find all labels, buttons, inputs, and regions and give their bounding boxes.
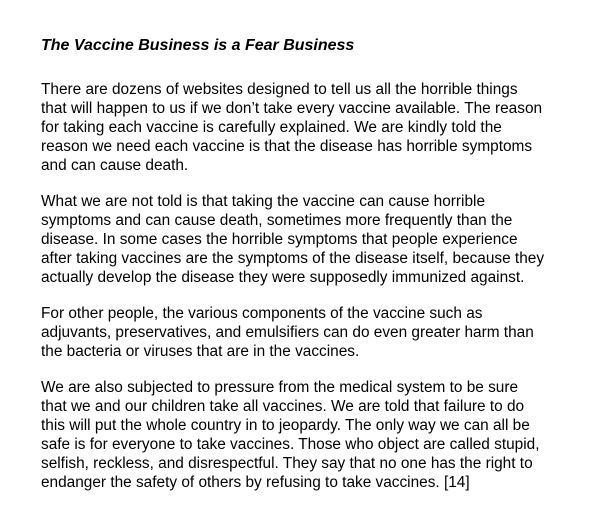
text-line: actually develop the disease they were supposedly immunized against.	[41, 269, 525, 286]
text-line: symptoms and can cause death, sometimes more frequently than the	[41, 212, 513, 229]
text-line: this will put the whole country in to jeopardy. The only way we can all be	[41, 417, 530, 434]
text-line: the bacteria or viruses that are in the vaccines.	[41, 343, 360, 360]
text-line: endanger the safety of others by refusing to take vaccines. [14]	[41, 474, 470, 491]
text-line: There are dozens of websites designed to tell us all the horrible things	[41, 81, 518, 98]
text-line: adjuvants, preservatives, and emulsifiers can do even greater harm than	[41, 324, 534, 341]
text-line: that will happen to us if we don’t take every vaccine available. The reason	[41, 100, 543, 117]
text-line: that we and our children take all vaccines. We are told that failure to do	[41, 398, 525, 415]
text-line: What we are not told is that taking the vaccine can cause horrible	[41, 193, 486, 210]
text-line: after taking vaccines are the symptoms of the disease itself, because they	[41, 250, 545, 267]
document-title: The Vaccine Business is a Fear Business	[41, 37, 355, 54]
text-line: We are also subjected to pressure from the medical system to be sure	[41, 379, 519, 396]
text-line: disease. In some cases the horrible symptoms that people experience	[41, 231, 518, 248]
text-line: and can cause death.	[41, 157, 189, 174]
text-line: selfish, reckless, and disrespectful. They say that no one has the right to	[41, 455, 533, 472]
text-line: reason we need each vaccine is that the disease has horrible symptoms	[41, 138, 533, 155]
text-line: safe is for everyone to take vaccines. Those who object are called stupid,	[41, 436, 540, 453]
text-line: for taking each vaccine is carefully explained. We are kindly told the	[41, 119, 502, 136]
text-line: For other people, the various components of the vaccine such as	[41, 305, 483, 322]
